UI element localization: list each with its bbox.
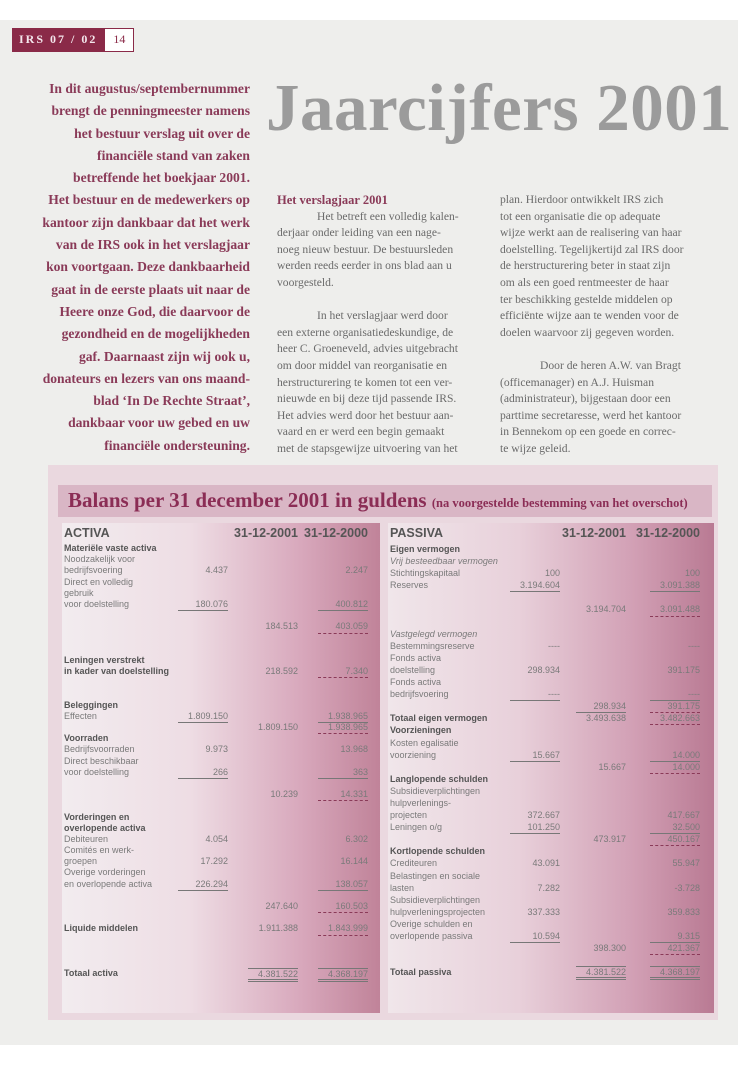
row-label: in kader van doelstelling (64, 666, 170, 677)
table-row (388, 700, 714, 712)
table-row (62, 935, 380, 946)
article-line: herstructurering te komen tot een ver- (277, 375, 453, 389)
balance-sheet (48, 465, 718, 1020)
table-row (388, 724, 714, 736)
amount-c: -3.728 (674, 882, 700, 893)
amount-c: 3.091.388 (650, 579, 700, 592)
table-row (62, 767, 380, 778)
article-line: nieuwde en bij deze tijd passende IRS. (277, 392, 457, 406)
table-row (62, 588, 380, 599)
amount-b: 398.300 (593, 943, 626, 954)
table-row (388, 809, 714, 821)
row-label: Overige schulden en (390, 918, 473, 929)
page-title: Jaarcijfers 2001 (266, 71, 733, 145)
article-line: werden reeds eerder in ons blad aan u (277, 259, 452, 273)
amount-c: 16.144 (340, 856, 368, 867)
table-row (388, 942, 714, 954)
row-label: Belastingen en sociale (390, 870, 481, 881)
table-row (62, 923, 380, 934)
row-label: voor doelstelling (64, 598, 130, 609)
row-label: projecten (390, 810, 428, 821)
amount-c: 403.059 (318, 621, 368, 633)
table-row (62, 565, 380, 576)
amount-c: 14.000 (650, 761, 700, 774)
amount-b: 1.911.388 (258, 923, 298, 934)
article-line: doelstelling. Tegelijkertijd zal IRS door (500, 242, 684, 256)
row-label: Beleggingen (64, 699, 119, 710)
amount-c: 160.503 (318, 901, 368, 913)
amount-a: 7.282 (537, 882, 560, 893)
amount-c: 32.500 (650, 821, 700, 834)
balance-title-band (58, 485, 712, 517)
table-row (62, 655, 380, 666)
article-line: noeg nieuw bestuur. De bestuursleden (277, 242, 454, 256)
intro-line: blad ‘In De Rechte Straat’, (93, 393, 250, 409)
table-row (62, 968, 380, 979)
amount-c: 9.315 (650, 930, 700, 943)
row-label: Subsidieverplichtingen (390, 894, 481, 905)
row-label: voor doelstelling (64, 766, 130, 777)
amount-a: 15.667 (510, 749, 560, 762)
table-row (62, 912, 380, 923)
amount-a: 226.294 (178, 879, 228, 891)
row-label: Overige vorderingen (64, 867, 146, 878)
row-label: Reserves (390, 580, 429, 591)
table-row (62, 554, 380, 565)
article-heading: Het verslagjaar 2001 (277, 193, 388, 207)
article-line: parttime secretaresse, werd het kantoor (500, 408, 682, 422)
amount-b: 4.381.522 (248, 968, 298, 982)
intro-line: gaat in de eerste plaats uit naar de (51, 281, 250, 297)
amount-b: 15.667 (598, 761, 626, 772)
table-row (388, 845, 714, 857)
amount-c: 4.368.197 (650, 966, 700, 980)
amount-a: 17.292 (200, 856, 228, 867)
table-row (388, 664, 714, 676)
intro-line: donateurs en lezers van ons maand- (42, 370, 250, 386)
row-label: overlopende activa (64, 822, 146, 833)
table-row (388, 966, 714, 978)
table-row (388, 930, 714, 942)
article-line: heer C. Groeneveld, advies uitgebracht (277, 342, 458, 356)
article-line: om als een goed rentmeester de haar (500, 275, 669, 289)
amount-b: 218.592 (265, 666, 298, 677)
row-label: overlopende passiva (390, 931, 473, 941)
amount-a: 3.194.604 (510, 579, 560, 592)
row-label: Noodzakelijk voor (64, 554, 136, 565)
table-row (62, 845, 380, 856)
amount-b: 1.809.150 (257, 722, 298, 732)
column-header-label: ACTIVA (64, 526, 110, 540)
table-row (388, 833, 714, 845)
table-row (388, 567, 714, 579)
amount-c: 3.482.663 (650, 712, 700, 725)
table-row (388, 785, 714, 797)
article-line: in Bennekom op een goede en correc- (500, 425, 676, 439)
amount-b: 10.239 (270, 789, 298, 800)
article-line: voorgesteld. (277, 275, 334, 289)
article-line: efficiënte wijze aan te wenden voor de (500, 309, 679, 323)
amount-c: 7.340 (318, 666, 368, 678)
amount-a: 1.809.150 (178, 711, 228, 723)
intro-line: Heere onze God, die daarvoor de (59, 303, 250, 319)
amount-a: 100 (544, 568, 560, 579)
row-label: Direct en volledig (64, 576, 134, 587)
table-row (388, 821, 714, 833)
table-row (62, 711, 380, 722)
table-row (62, 543, 380, 554)
row-label: Totaal eigen vermogen (390, 713, 488, 724)
row-label: en overlopende activa (64, 878, 153, 889)
row-label: Fonds activa (390, 652, 442, 663)
article-line: doelen waarvoor zij gegeven worden. (500, 325, 675, 339)
row-label: Eigen vermogen (390, 544, 461, 554)
paragraph-gap (277, 292, 492, 309)
row-label: Crediteuren (390, 858, 438, 869)
row-label: Vorderingen en (64, 811, 130, 822)
row-label: Bestemmingsreserve (390, 640, 475, 651)
row-label: Liquide middelen (64, 923, 139, 934)
table-row (388, 954, 714, 966)
amount-c: 14.000 (650, 749, 700, 762)
table-row (388, 652, 714, 664)
intro-line: financiële ondersteuning. (104, 437, 250, 453)
intro-line: brengt de penningmeester namens (51, 103, 250, 119)
intro-line: kantoor zijn dankbaar dat het werk (42, 214, 250, 230)
table-row (62, 688, 380, 699)
table-row (388, 749, 714, 761)
intro-line: van de IRS ook in het verslagjaar (55, 237, 250, 253)
row-label: bedrijfsvoering (64, 565, 123, 576)
amount-b: 298.934 (576, 700, 626, 713)
amount-c: 391.175 (650, 700, 700, 713)
article-line: (administrateur), bijgestaan door een (500, 392, 671, 406)
intro-text (10, 78, 250, 457)
row-label: doelstelling (390, 664, 436, 675)
amount-c: 391.175 (667, 664, 700, 675)
table-row (62, 823, 380, 834)
table-row (388, 555, 714, 567)
column-header-2000: 31-12-2000 (636, 526, 700, 540)
article-line: tot een organisatie die op adequate (500, 209, 661, 223)
table-row (62, 644, 380, 655)
intro-line: het bestuur verslag uit over de (74, 125, 250, 141)
table-row (388, 773, 714, 785)
intro-line: financiële stand van zaken (97, 147, 250, 163)
amount-b: 3.194.704 (585, 604, 626, 615)
amount-b: 184.513 (265, 621, 298, 632)
amount-c: 100 (684, 568, 700, 579)
amount-c: 1.843.999 (318, 923, 368, 935)
amount-a: 337.333 (527, 906, 560, 917)
article-line: om door middel van reorganisatie en (277, 358, 448, 372)
issue-number: IRS 07 / 02 (13, 29, 105, 51)
amount-a: 4.054 (205, 833, 228, 844)
amount-a: ---- (510, 688, 560, 701)
amount-c: 363 (318, 767, 368, 779)
amount-a: 4.437 (205, 565, 228, 576)
article-line: een externe organisatiedeskundige, de (277, 325, 454, 339)
amount-c: 1.938.965 (318, 722, 368, 734)
amount-c: 400.812 (318, 599, 368, 611)
table-row (62, 789, 380, 800)
table-row (388, 676, 714, 688)
amount-c: 4.368.197 (318, 968, 368, 982)
row-label: Langlopende schulden (390, 773, 489, 784)
amount-c: 138.057 (318, 879, 368, 891)
table-row (62, 812, 380, 823)
table-row (62, 778, 380, 789)
row-label: Totaal activa (64, 968, 118, 979)
table-row (388, 579, 714, 591)
article-column-2 (500, 192, 715, 458)
table-row (388, 688, 714, 700)
row-label: Debiteuren (64, 833, 109, 844)
balance-title (68, 488, 688, 513)
table-row (62, 633, 380, 644)
row-label: Voorzieningen (390, 725, 452, 736)
amount-a: ---- (548, 640, 560, 651)
amount-c: ---- (688, 640, 700, 651)
article-column-1 (277, 192, 492, 458)
balance-title-text: Balans per 31 december 2001 in guldens (68, 488, 427, 512)
paragraph-gap (500, 341, 715, 358)
row-label: hulpverleningsprojecten (390, 906, 486, 917)
row-label: Direct beschikbaar (64, 755, 139, 766)
intro-line: gaf. Daarnaast zijn wij ook u, (78, 348, 250, 364)
table-row (62, 599, 380, 610)
article-line: (officemanager) en A.J. Huisman (500, 375, 654, 389)
article-line: Het betreft een volledig kalen- (317, 209, 459, 223)
table-row (62, 800, 380, 811)
table-row (62, 946, 380, 957)
row-label: Vrij besteedbaar vermogen (390, 556, 498, 567)
intro-line: betreffende het boekjaar 2001. (73, 170, 250, 186)
amount-c: 55.947 (672, 858, 700, 869)
amount-a: 9.973 (205, 744, 228, 755)
table-row (388, 640, 714, 652)
row-label: Effecten (64, 710, 97, 721)
table-row (388, 712, 714, 724)
row-label: Vastgelegd vermogen (390, 628, 478, 639)
amount-a: 372.667 (527, 810, 560, 821)
amount-c: 417.667 (667, 810, 700, 821)
row-label: Stichtingskapitaal (390, 568, 461, 579)
table-row (62, 856, 380, 867)
amount-c: 13.968 (340, 744, 368, 755)
table-row (388, 603, 714, 615)
amount-c: 3.091.488 (650, 603, 700, 616)
amount-b: 4.381.522 (576, 966, 626, 980)
article-line: In het verslagjaar werd door (317, 309, 448, 323)
amount-a: 101.250 (510, 821, 560, 834)
column-header-2000: 31-12-2000 (304, 526, 368, 540)
table-row (388, 628, 714, 640)
amount-c: 2.247 (345, 565, 368, 576)
table-row (62, 700, 380, 711)
row-label: Kortlopende schulden (390, 846, 486, 857)
article-line: met de stapsgewijze uitvoering van het (277, 441, 458, 455)
row-label: Kosten egalisatie (390, 737, 459, 748)
row-label: bedrijfsvoering (390, 689, 449, 700)
table-row (62, 901, 380, 912)
row-label: Subsidieverplichtingen (390, 785, 481, 796)
intro-line: Het bestuur en de medewerkers op (48, 192, 250, 208)
table-row (62, 666, 380, 677)
amount-a: 180.076 (178, 599, 228, 611)
table-row (388, 918, 714, 930)
table-row (62, 957, 380, 968)
amount-a: 43.091 (532, 858, 560, 869)
table-row (62, 577, 380, 588)
row-label: lasten (390, 882, 415, 893)
amount-c: 359.833 (667, 906, 700, 917)
intro-line: gezondheid en de mogelijkheden (61, 326, 250, 342)
row-label: Fonds activa (390, 677, 442, 688)
article-line: wijze werkt aan de realisering van haar (500, 226, 682, 240)
magazine-page (0, 20, 738, 1045)
table-row (388, 797, 714, 809)
table-row (62, 733, 380, 744)
amount-c: 421.367 (650, 942, 700, 955)
table-row (388, 870, 714, 882)
amount-c: ---- (650, 688, 700, 701)
row-label: voorziening (390, 749, 437, 760)
amount-a: 266 (178, 767, 228, 779)
table-row (388, 591, 714, 603)
table-row (388, 761, 714, 773)
row-label: Bedrijfsvoorraden (64, 744, 135, 755)
balance-subtitle: (na voorgestelde bestemming van het overschot) (431, 496, 688, 510)
amount-a: 10.594 (510, 930, 560, 943)
table-row (388, 882, 714, 894)
column-header-2001: 31-12-2001 (562, 526, 626, 540)
article-line: derjaar onder leiding van een nage- (277, 226, 441, 240)
table-row (62, 756, 380, 767)
table-header (62, 523, 380, 543)
row-label: groepen (64, 856, 98, 867)
amount-c: 6.302 (345, 833, 368, 844)
table-row (388, 616, 714, 628)
table-row (62, 834, 380, 845)
table-row (62, 677, 380, 688)
article-line: plan. Hierdoor ontwikkelt IRS zich (500, 193, 664, 206)
row-label: Totaal passiva (390, 967, 452, 978)
amount-c: 450.167 (650, 833, 700, 846)
table-row (62, 722, 380, 733)
intro-line: dankbaar voor uw gebed en uw (68, 415, 250, 431)
amount-c: 14.331 (318, 789, 368, 801)
row-label: Materiële vaste activa (64, 543, 157, 553)
amount-b: 247.640 (265, 901, 298, 911)
amount-b: 473.917 (593, 834, 626, 845)
row-label: Leningen verstrekt (64, 654, 145, 665)
table-row (388, 894, 714, 906)
table-row (388, 543, 714, 555)
amount-a: 298.934 (527, 664, 560, 675)
page-number: 14 (105, 29, 133, 51)
amount-c: 1.938.965 (318, 711, 368, 723)
passiva-table (388, 523, 714, 1013)
article-line: Door de heren A.W. van Bragt (540, 358, 681, 372)
row-label: Leningen o/g (390, 822, 443, 833)
article-line: vaard en er werd een begin gemaakt (277, 425, 445, 439)
article-line: de herstructurering beter in staat zijn (500, 259, 671, 273)
table-row (62, 610, 380, 621)
table-row (62, 890, 380, 901)
table-row (388, 737, 714, 749)
article-line: te wijze geleid. (500, 441, 571, 455)
row-label: gebruik (64, 587, 94, 598)
table-row (62, 867, 380, 878)
article-line: ter beschikking gestelde middelen op (500, 292, 673, 306)
column-header-2001: 31-12-2001 (234, 526, 298, 540)
row-label: hulpverlenings- (390, 797, 452, 808)
table-row (388, 857, 714, 869)
table-row (62, 879, 380, 890)
column-header-label: PASSIVA (390, 526, 444, 540)
intro-line: kon voortgaan. Deze dankbaarheid (46, 259, 250, 275)
row-label: Voorraden (64, 733, 109, 744)
intro-line: In dit augustus/septembernummer (49, 81, 250, 96)
row-label: Comités en werk- (64, 845, 135, 856)
amount-b: 3.493.638 (585, 713, 626, 724)
article-line: Het advies werd door het bestuur aan- (277, 408, 454, 422)
table-header (388, 523, 714, 543)
issue-badge (12, 28, 134, 52)
table-row (62, 744, 380, 755)
table-row (62, 621, 380, 632)
table-row (388, 906, 714, 918)
activa-table (62, 523, 380, 1013)
